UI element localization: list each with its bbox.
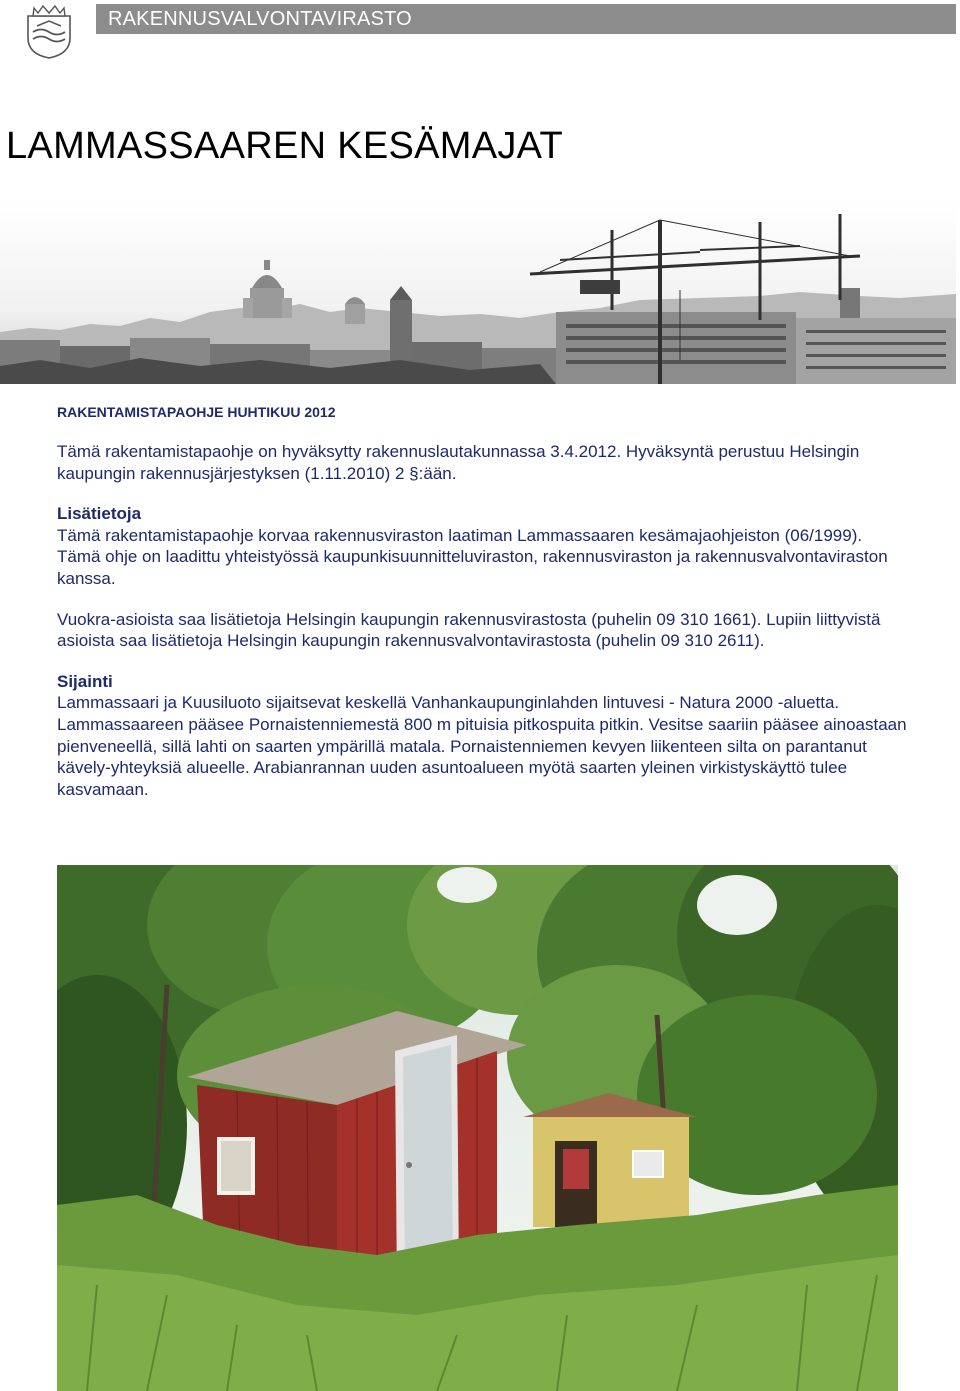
sijainti-section xyxy=(57,671,907,801)
lisatietoja-section xyxy=(57,503,907,589)
document-title: LAMMASSAAREN KESÄMAJAT xyxy=(6,125,564,167)
sijainti-heading: Sijainti xyxy=(57,671,113,691)
text-content xyxy=(57,402,907,819)
summer-cottages-photo xyxy=(57,865,898,1391)
lisatietoja-heading: Lisätietoja xyxy=(57,504,142,524)
intro-paragraph: Tämä rakentamistapaohje on hyväksytty rakennuslautakunnassa 3.4.2012. Hyväksyntä perustuu Helsingin kaupungin rakennusjärjestyksen (1.11.2010) 2 §:ään. xyxy=(57,442,860,483)
header-bar xyxy=(96,4,956,34)
city-skyline-photo xyxy=(0,200,956,384)
agency-name: RAKENNUSVALVONTAVIRASTO xyxy=(108,8,412,30)
sijainti-text: Lammassaari ja Kuusiluoto sijaitsevat keskellä Vanhankaupunginlahden lintuvesi - Natura 2000 -aluetta. Lammassaareen pääsee Pornaistenniemestä 800 m pituisia pitkospuita pitkin. Vesitse saariin pääsee ainoastaan pienveneellä, sillä lahti on saarten ympärillä matala. Pornaistenniemen kevyen liikenteen silta on parantanut kävely-yhteyksiä alueelle. Arabianrannan uuden asuntoalueen myötä saarten yleinen virkistyskäyttö tulee kasvamaan. xyxy=(57,693,907,799)
helsinki-crest-icon xyxy=(24,2,74,60)
contacts-paragraph: Vuokra-asioista saa lisätietoja Helsingin kaupungin rakennusvirastosta (puhelin 09 310 1661). Lupiin liittyvistä asioista saa lisätietoja Helsingin kaupungin rakennusvalvontavirastosta (puhelin 09 310 2611). xyxy=(57,609,881,651)
lisatietoja-text: Tämä rakentamistapaohje korvaa rakennusviraston laatiman Lammassaaren kesämajaohjeiston (06/1999). Tämä ohje on laadittu yhteistyössä kaupunkisuunnitteluviraston, rakennusviraston ja rakennusvalvontaviraston kanssa. xyxy=(57,525,888,588)
document-subheading: RAKENTAMISTAPAOHJE HUHTIKUU 2012 xyxy=(57,404,336,420)
